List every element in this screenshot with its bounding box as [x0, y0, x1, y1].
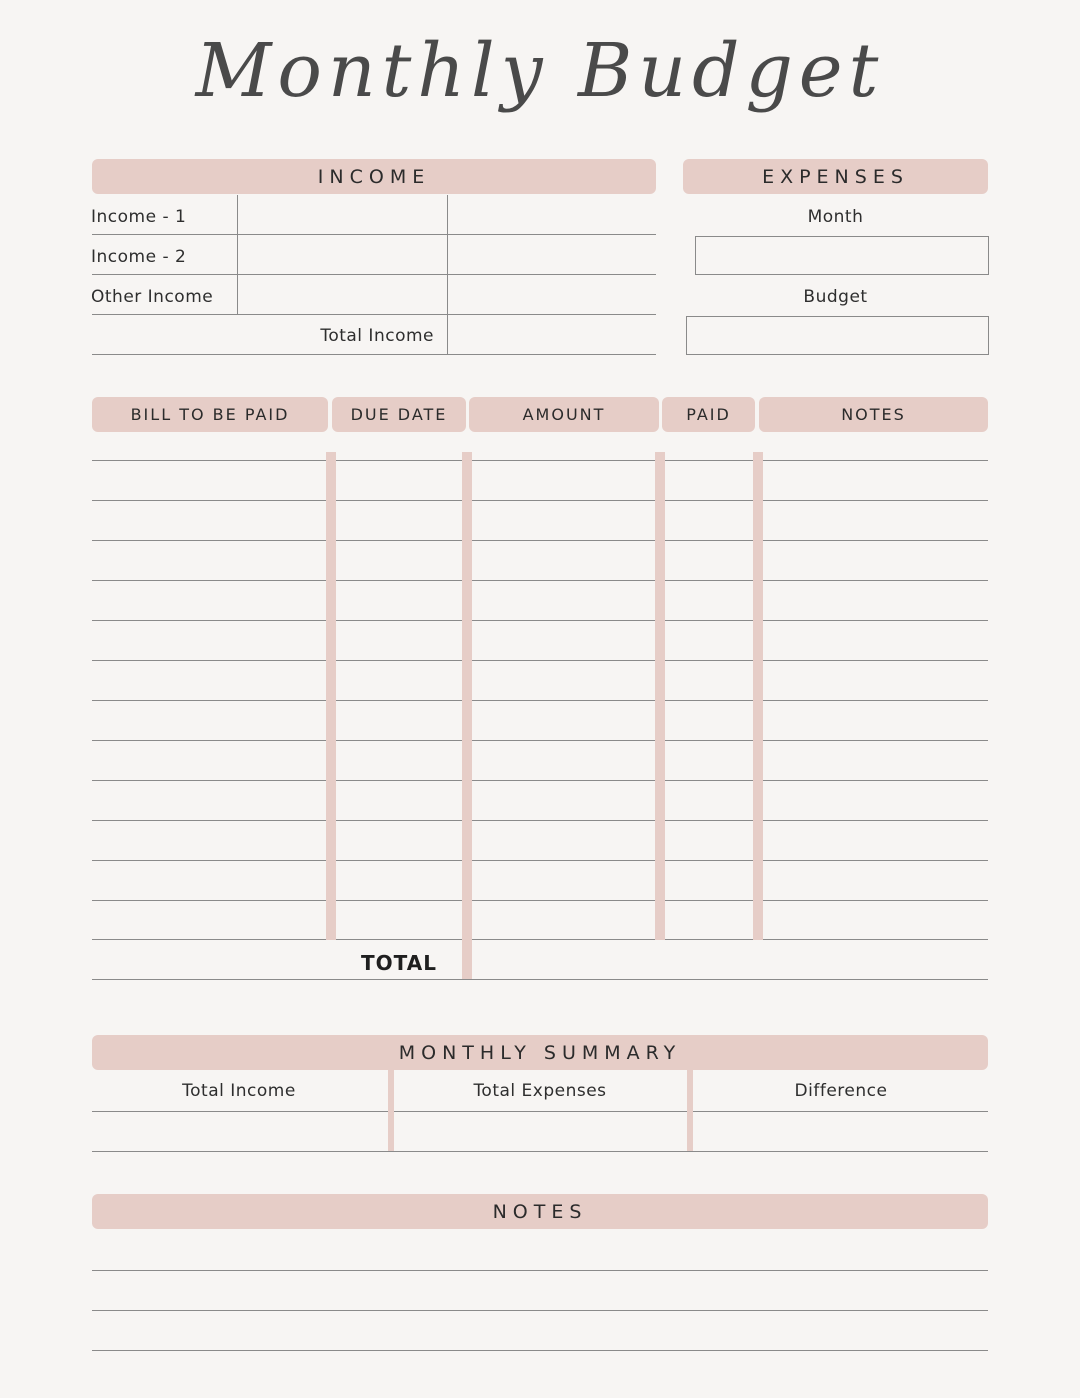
summary-total-expenses-cell[interactable]: [395, 1112, 686, 1150]
income-row-divider: [92, 354, 656, 355]
income-row-divider: [92, 314, 656, 315]
total-income-label: Total Income: [320, 326, 434, 346]
summary-column-divider: [388, 1070, 394, 1151]
income-1-label: Income - 1: [91, 207, 187, 227]
amount-column-header: AMOUNT: [469, 397, 659, 432]
income-col-divider: [447, 195, 448, 355]
other-income-amount-cell[interactable]: [238, 276, 446, 314]
notes-line: [92, 1350, 988, 1351]
summary-total-expenses-label: Total Expenses: [473, 1081, 607, 1101]
income-2-label: Income - 2: [91, 247, 187, 267]
monthly-summary-header: MONTHLY SUMMARY: [92, 1035, 988, 1070]
due-date-column-header: DUE DATE: [332, 397, 466, 432]
other-income-notes-cell[interactable]: [448, 276, 656, 314]
summary-total-income-cell[interactable]: [92, 1112, 387, 1150]
summary-column-divider: [687, 1070, 693, 1151]
summary-difference-cell[interactable]: [694, 1112, 988, 1150]
income-1-notes-cell[interactable]: [448, 195, 656, 234]
bill-total-label: TOTAL: [361, 951, 437, 975]
summary-difference-label: Difference: [794, 1081, 888, 1101]
month-label: Month: [807, 207, 864, 227]
notes-header: NOTES: [92, 1194, 988, 1229]
income-row-divider: [92, 274, 656, 275]
budget-input[interactable]: [686, 316, 989, 355]
paid-column-header: PAID: [662, 397, 755, 432]
expenses-header: EXPENSES: [683, 159, 988, 194]
income-header: INCOME: [92, 159, 656, 194]
bill-total-amount-cell[interactable]: [473, 940, 988, 978]
notes-column-header: NOTES: [759, 397, 988, 432]
summary-row-line: [92, 1151, 988, 1152]
income-1-amount-cell[interactable]: [238, 195, 446, 234]
income-2-amount-cell[interactable]: [238, 236, 446, 274]
bill-entry-area[interactable]: [92, 461, 988, 939]
income-row-divider: [92, 234, 656, 235]
month-input[interactable]: [695, 236, 989, 275]
bill-column-header: BILL TO BE PAID: [92, 397, 328, 432]
notes-area[interactable]: [92, 1230, 988, 1350]
summary-total-income-label: Total Income: [182, 1081, 296, 1101]
total-income-cell[interactable]: [448, 316, 656, 354]
income-col-divider: [237, 195, 238, 315]
income-2-notes-cell[interactable]: [448, 236, 656, 274]
budget-label: Budget: [803, 287, 868, 307]
page-title: Monthly Budget: [195, 28, 885, 114]
other-income-label: Other Income: [91, 287, 214, 307]
bill-total-line: [92, 979, 988, 980]
